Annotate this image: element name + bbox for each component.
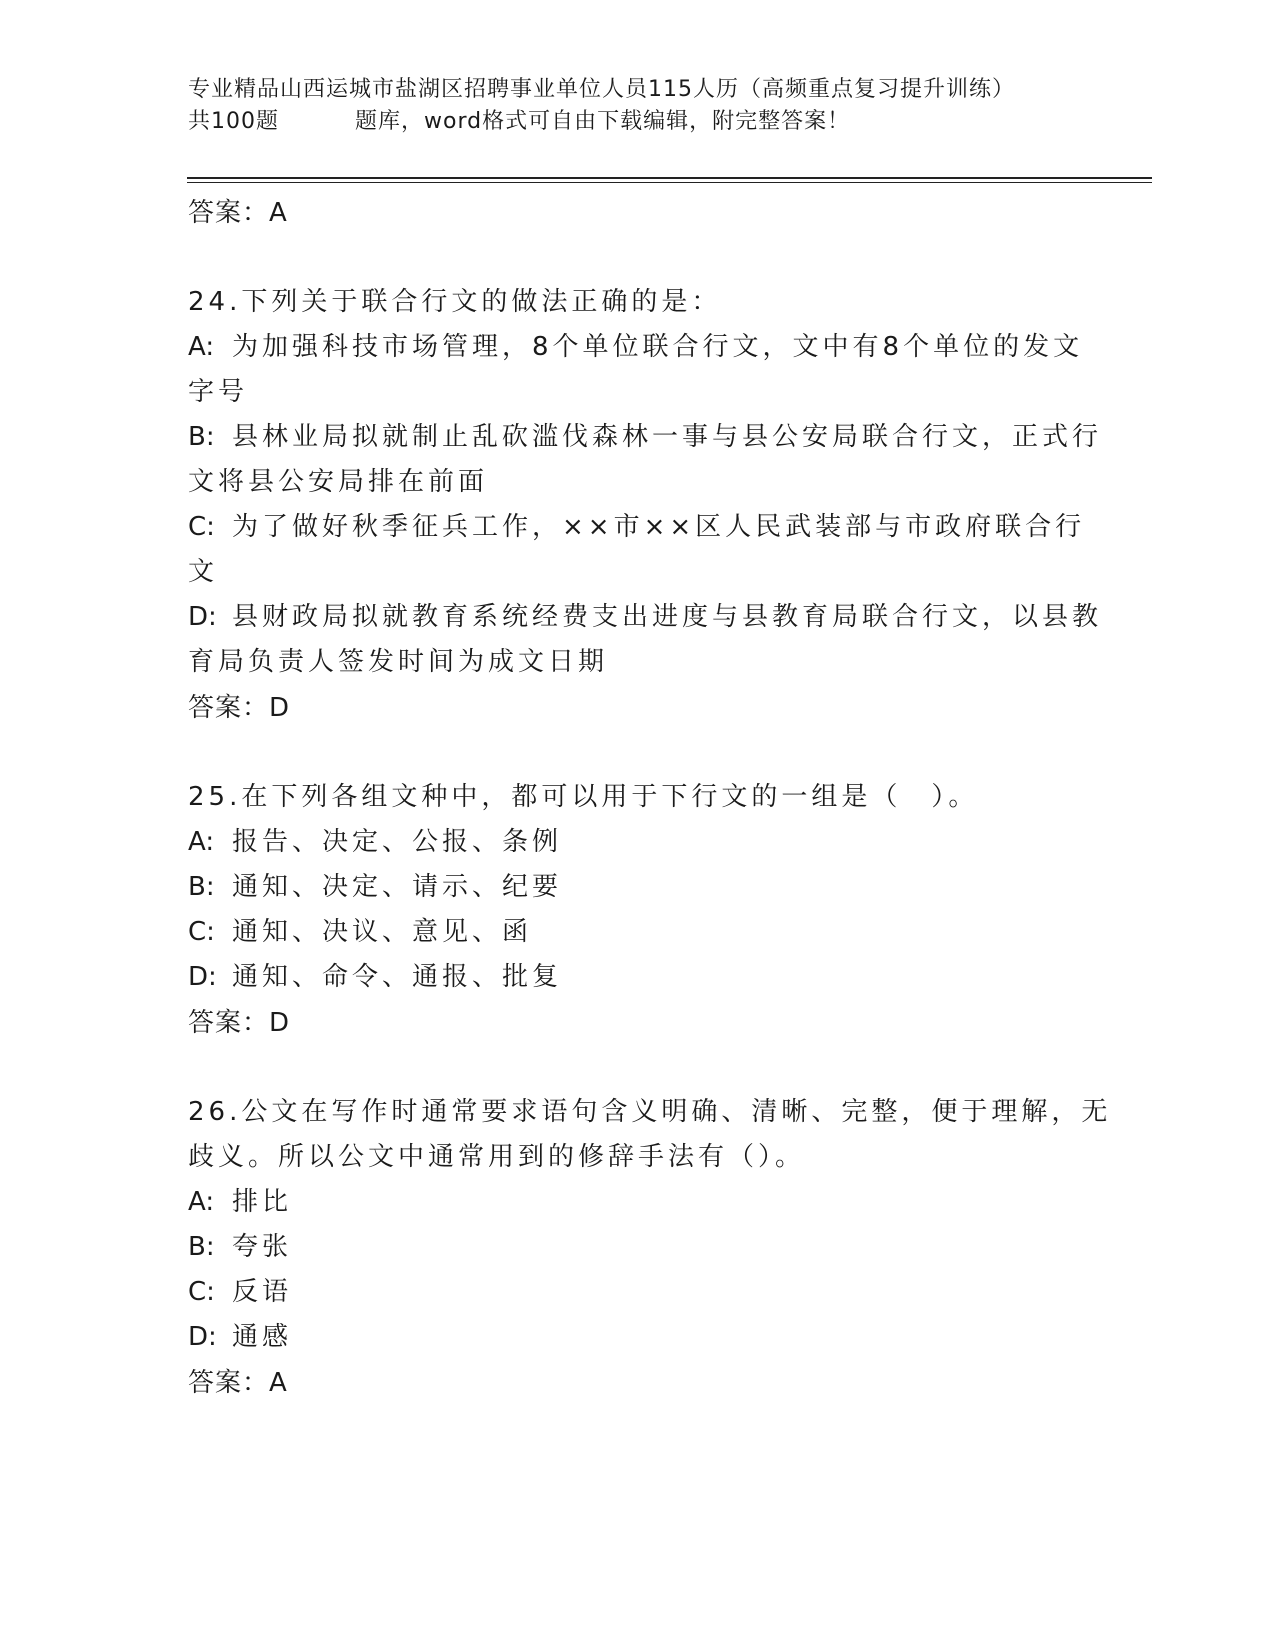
option-label: C: (188, 917, 215, 947)
header-title-line2 (188, 106, 1068, 138)
option-line (188, 1225, 1088, 1270)
header-question-count: 共100题 (188, 109, 279, 134)
option-label: D: (188, 962, 217, 992)
answer-line: 答案：A (188, 198, 288, 228)
option-line (188, 820, 1088, 865)
document-body (188, 190, 1112, 1406)
question-block (188, 1090, 1112, 1406)
question-stem-continuation: 歧义。所以公文中通常用到的修辞手法有（）。 (188, 1142, 806, 1172)
option-text: 通知、决定、请示、纪要 (232, 872, 563, 902)
answer-line: 答案：A (188, 1368, 288, 1398)
option-label: B: (188, 872, 215, 902)
option-continuation: 字号 (188, 377, 249, 407)
option-label: A: (188, 1187, 215, 1217)
question-block (188, 280, 1103, 731)
answer-line: 答案：D (188, 693, 291, 723)
option-text: 为加强科技市场管理，8个单位联合行文，文中有8个单位的发文 (232, 332, 1084, 362)
option-line (188, 1180, 1088, 1225)
header-divider-thin (187, 182, 1152, 183)
option-line (188, 595, 1103, 640)
page-header (188, 74, 1068, 138)
option-label: B: (188, 422, 215, 452)
option-line (188, 325, 1088, 370)
option-line (188, 415, 1103, 460)
option-line (188, 505, 1088, 550)
option-label: D: (188, 602, 217, 632)
question-stem: 26.公文在写作时通常要求语句含义明确、清晰、完整，便于理解，无 (188, 1097, 1112, 1127)
question-stem: 25.在下列各组文种中，都可以用于下行文的一组是（ ）。 (188, 782, 979, 812)
option-text: 通知、决议、意见、函 (232, 917, 533, 947)
header-title-line1: 专业精品山西运城市盐湖区招聘事业单位人员115人历（高频重点复习提升训练） (188, 77, 1015, 102)
option-label: C: (188, 1277, 215, 1307)
option-text: 反语 (232, 1277, 293, 1307)
header-description: 题库，word格式可自由下载编辑，附完整答案！ (355, 109, 851, 134)
option-line (188, 1315, 1088, 1360)
option-label: D: (188, 1322, 217, 1352)
option-continuation: 育局负责人签发时间为成文日期 (188, 647, 609, 677)
option-label: A: (188, 332, 215, 362)
header-divider-thick (187, 177, 1152, 179)
option-text: 排比 (232, 1187, 293, 1217)
option-text: 为了做好秋季征兵工作，××市××区人民武装部与市政府联合行 (232, 512, 1086, 542)
question-block (188, 775, 1088, 1046)
option-line (188, 865, 1088, 910)
option-text: 夸张 (232, 1232, 293, 1262)
option-label: A: (188, 827, 215, 857)
option-text: 通感 (232, 1322, 293, 1352)
option-text: 县财政局拟就教育系统经费支出进度与县教育局联合行文，以县教 (232, 602, 1103, 632)
option-continuation: 文将县公安局排在前面 (188, 467, 489, 497)
answer-line: 答案：D (188, 1008, 291, 1038)
option-line (188, 910, 1088, 955)
option-text: 县林业局拟就制止乱砍滥伐森林一事与县公安局联合行文，正式行 (232, 422, 1103, 452)
option-continuation: 文 (188, 557, 219, 587)
option-text: 报告、决定、公报、条例 (232, 827, 563, 857)
option-text: 通知、命令、通报、批复 (232, 962, 563, 992)
option-label: C: (188, 512, 215, 542)
option-line (188, 1270, 1088, 1315)
question-stem: 24.下列关于联合行文的做法正确的是： (188, 287, 722, 317)
option-label: B: (188, 1232, 215, 1262)
option-line (188, 955, 1088, 1000)
